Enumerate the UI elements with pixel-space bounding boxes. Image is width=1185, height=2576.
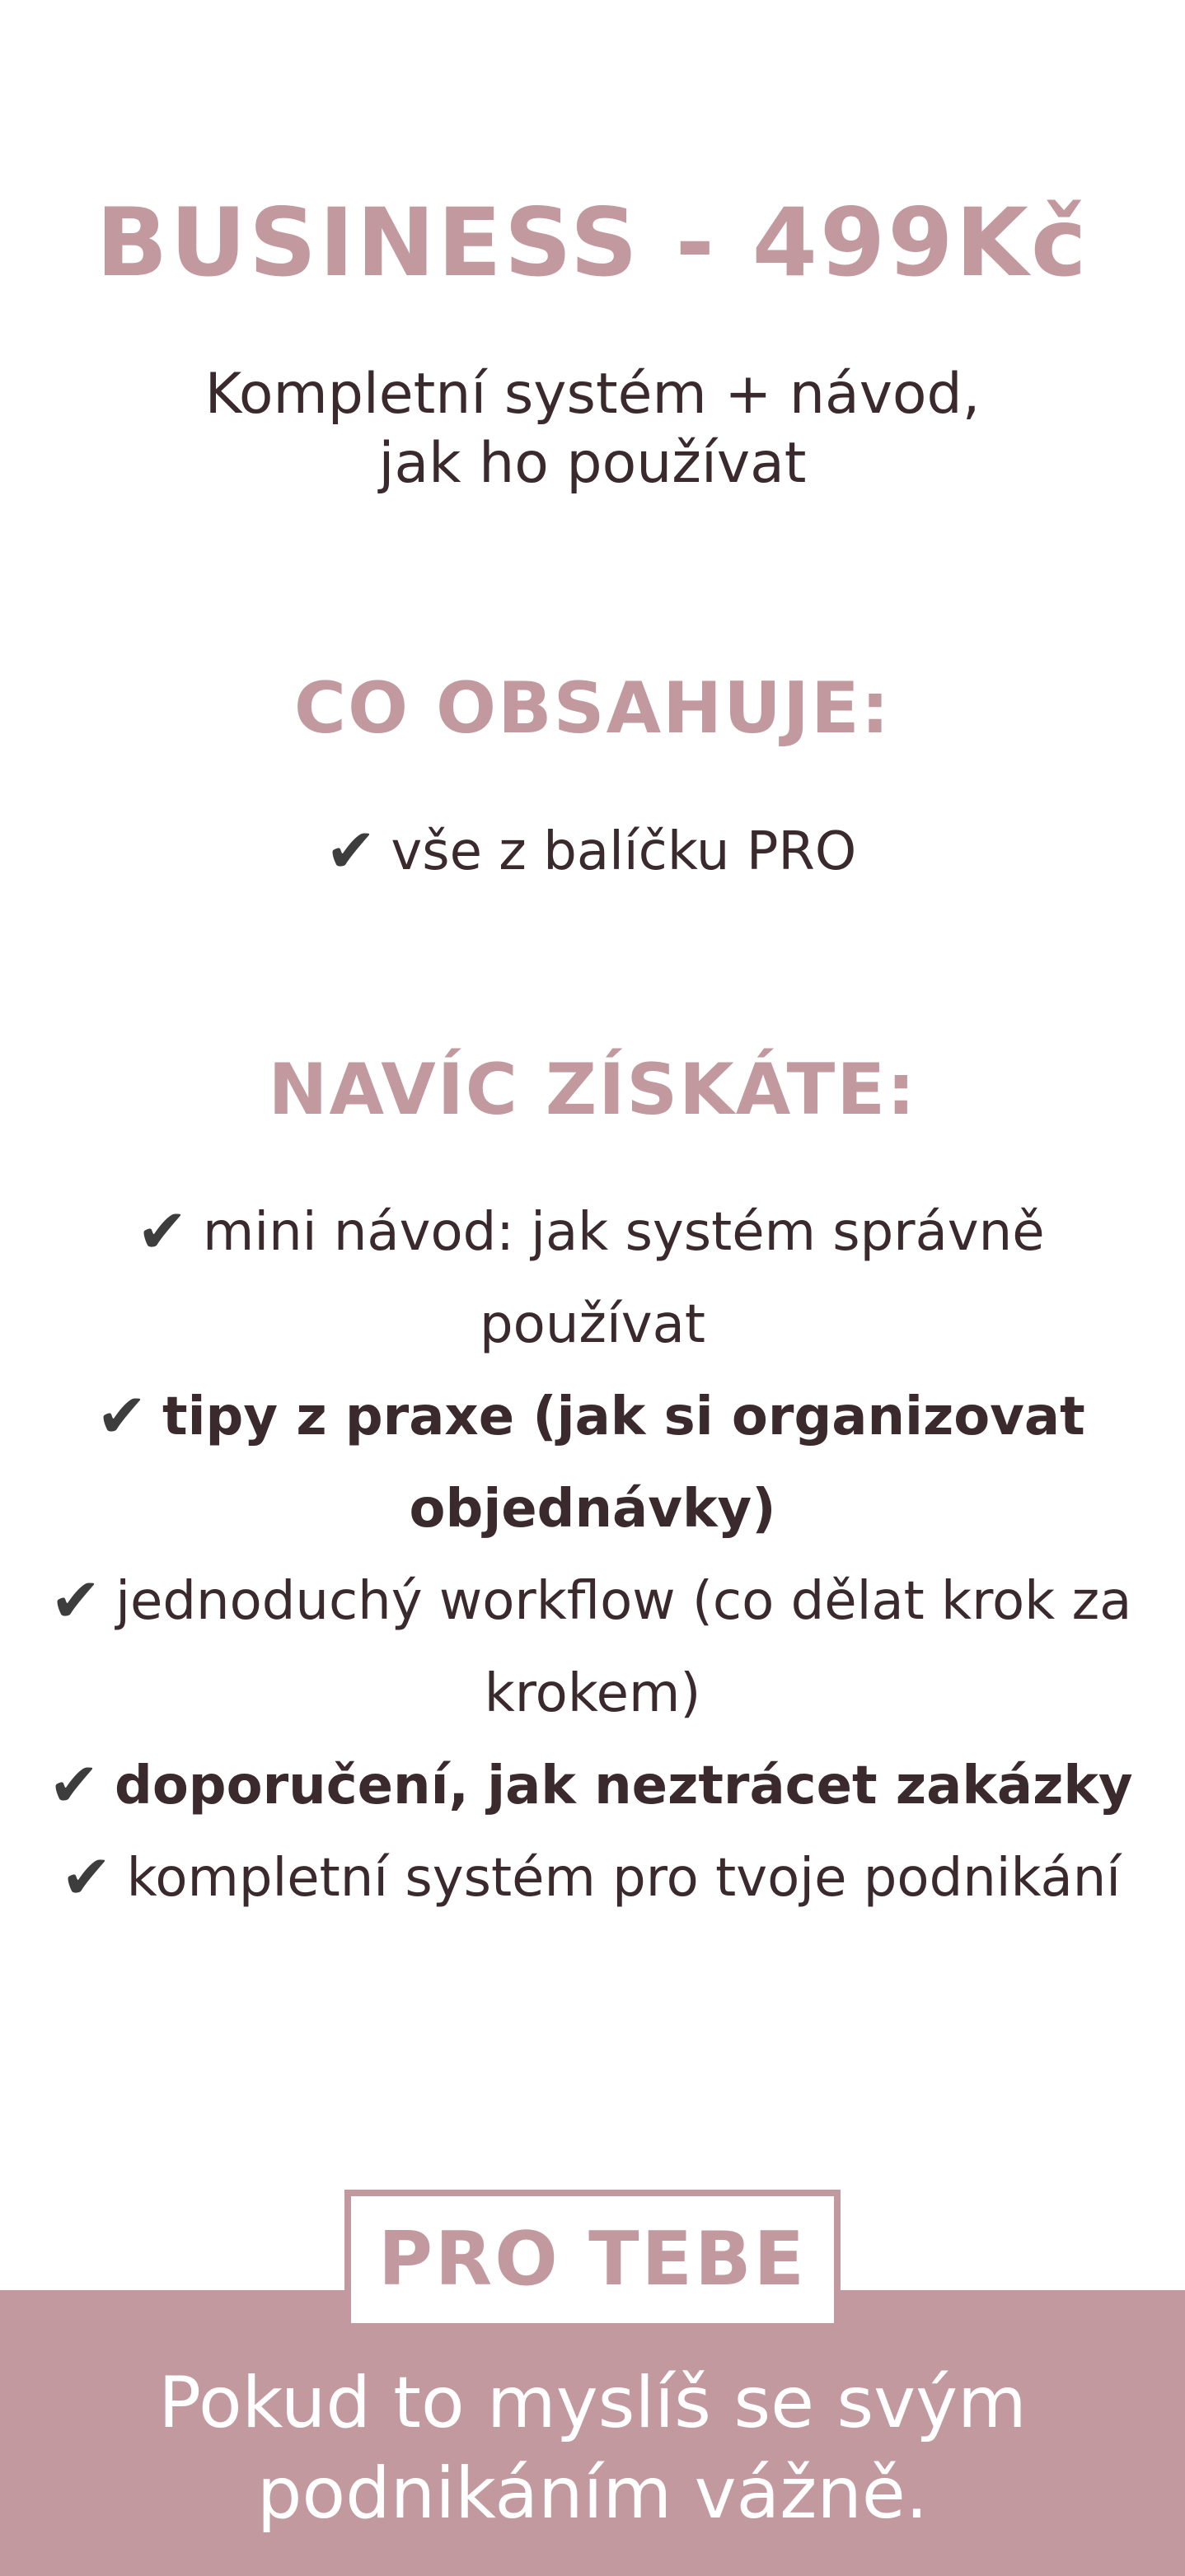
check-icon: ✔ (49, 1566, 101, 1637)
bonus-item (25, 1555, 1160, 1740)
pro-tebe-badge: PRO TEBE (344, 2190, 841, 2330)
bonus-item-text: jednoduchý workflow (co dělat krok za krokem) (115, 1571, 1132, 1724)
bonus-item (25, 1740, 1160, 1832)
check-icon: ✔ (60, 1843, 112, 1914)
bonus-item (25, 1371, 1160, 1555)
plan-subtitle-line-2: jak ho používat (378, 431, 807, 496)
plan-subtitle (0, 360, 1185, 498)
plan-subtitle-line-1: Kompletní systém + návod, (204, 362, 981, 427)
contents-heading: CO OBSAHUJE: (293, 667, 892, 750)
bonus-item-text: mini návod: jak systém správně používat (203, 1202, 1045, 1355)
bonus-item-text: tipy z praxe (jak si organizovat objednávky) (162, 1386, 1085, 1540)
bonus-item-text: doporučení, jak neztrácet zakázky (115, 1756, 1133, 1816)
footer-tagline (0, 2358, 1185, 2539)
contents-list (25, 806, 1160, 898)
footer-tagline-line-2: podnikáním vážně. (256, 2452, 929, 2535)
bonus-item (25, 1186, 1160, 1371)
bonus-item (25, 1832, 1160, 1924)
bonus-item-text: kompletní systém pro tvoje podnikání (126, 1848, 1122, 1909)
check-icon: ✔ (49, 1751, 101, 1821)
bonus-heading: NAVÍC ZÍSKÁTE: (268, 1049, 917, 1131)
check-icon: ✔ (96, 1382, 148, 1452)
contents-item (25, 806, 1160, 898)
bonus-list (25, 1186, 1160, 1924)
check-icon: ✔ (325, 816, 377, 887)
footer-tagline-line-1: Pokud to myslíš se svým (158, 2362, 1027, 2444)
check-icon: ✔ (137, 1197, 189, 1268)
plan-title: BUSINESS - 499Kč (96, 188, 1089, 297)
contents-item-text: vše z balíčku PRO (391, 821, 857, 882)
